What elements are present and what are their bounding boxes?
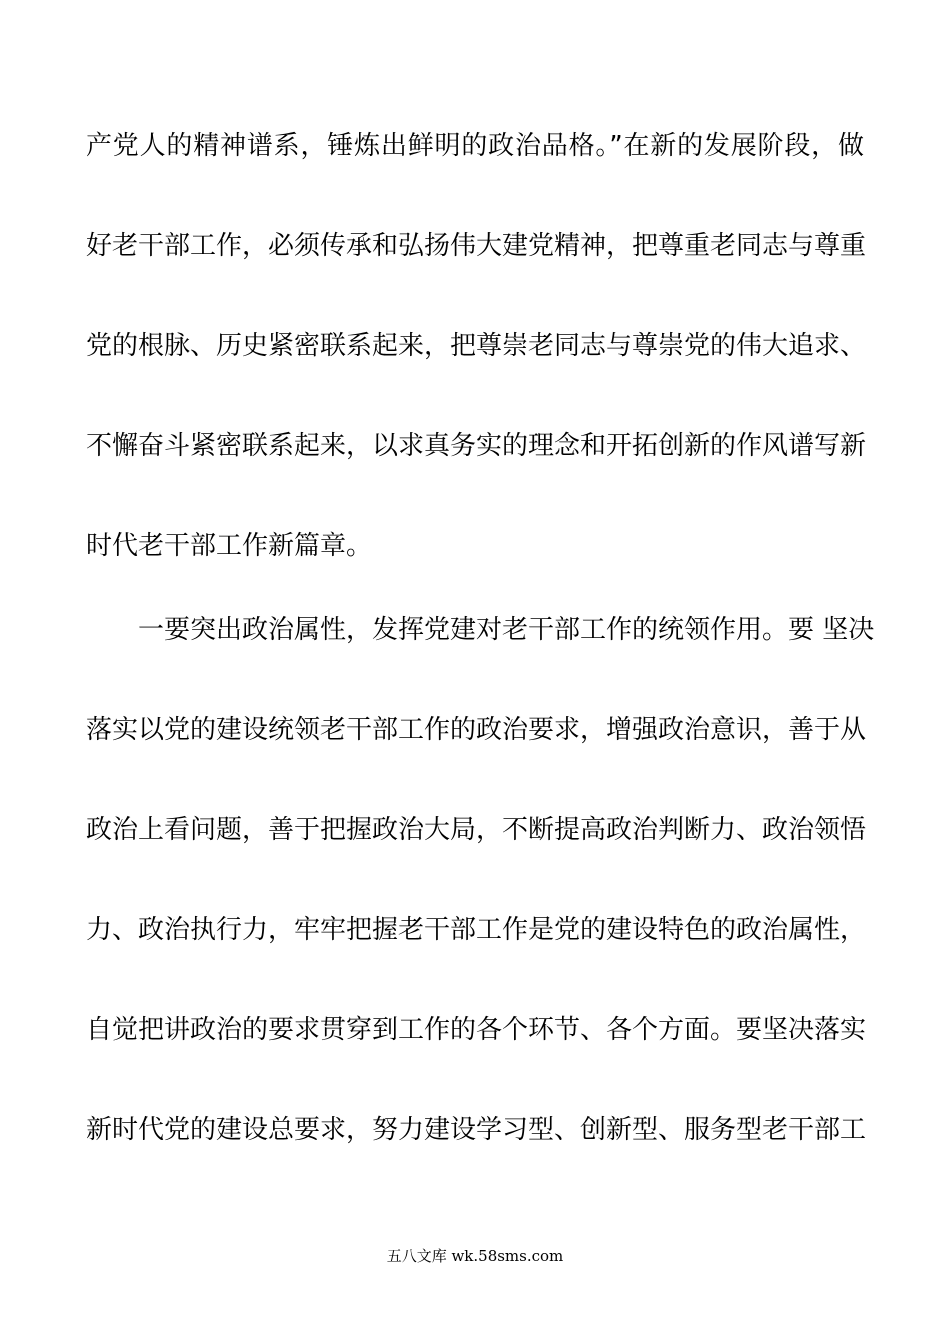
- paragraph-first-line: 一要突出政治属性，发挥党建对老干部工作的统领作用。要 坚决: [138, 615, 875, 645]
- page-footer: 五八文库 wk.58sms.com: [386, 1247, 564, 1265]
- text-line: 产党人的精神谱系，锤炼出鲜明的政治品格。”在新的发展阶段，做: [86, 131, 864, 161]
- text-line: 好老干部工作，必须传承和弘扬伟大建党精神，把尊重老同志与尊重: [86, 231, 867, 261]
- text-line: 时代老干部工作新篇章。: [86, 531, 373, 561]
- text-line: 力、政治执行力，牢牢把握老干部工作是党的建设特色的政治属性，: [86, 915, 867, 945]
- text-line: 党的根脉、历史紧密联系起来，把尊崇老同志与尊崇党的伟大追求、: [86, 331, 867, 361]
- text-line: 政治上看问题，善于把握政治大局，不断提高政治判断力、政治领悟: [86, 815, 867, 845]
- text-line: 不懈奋斗紧密联系起来，以求真务实的理念和开拓创新的作风谱写新: [86, 431, 867, 461]
- text-line: 新时代党的建设总要求，努力建设学习型、创新型、服务型老干部工: [86, 1115, 867, 1145]
- text-line: 落实以党的建设统领老干部工作的政治要求，增强政治意识，善于从: [86, 715, 867, 745]
- text-line: 自觉把讲政治的要求贯穿到工作的各个环节、各个方面。要坚决落实: [86, 1015, 867, 1045]
